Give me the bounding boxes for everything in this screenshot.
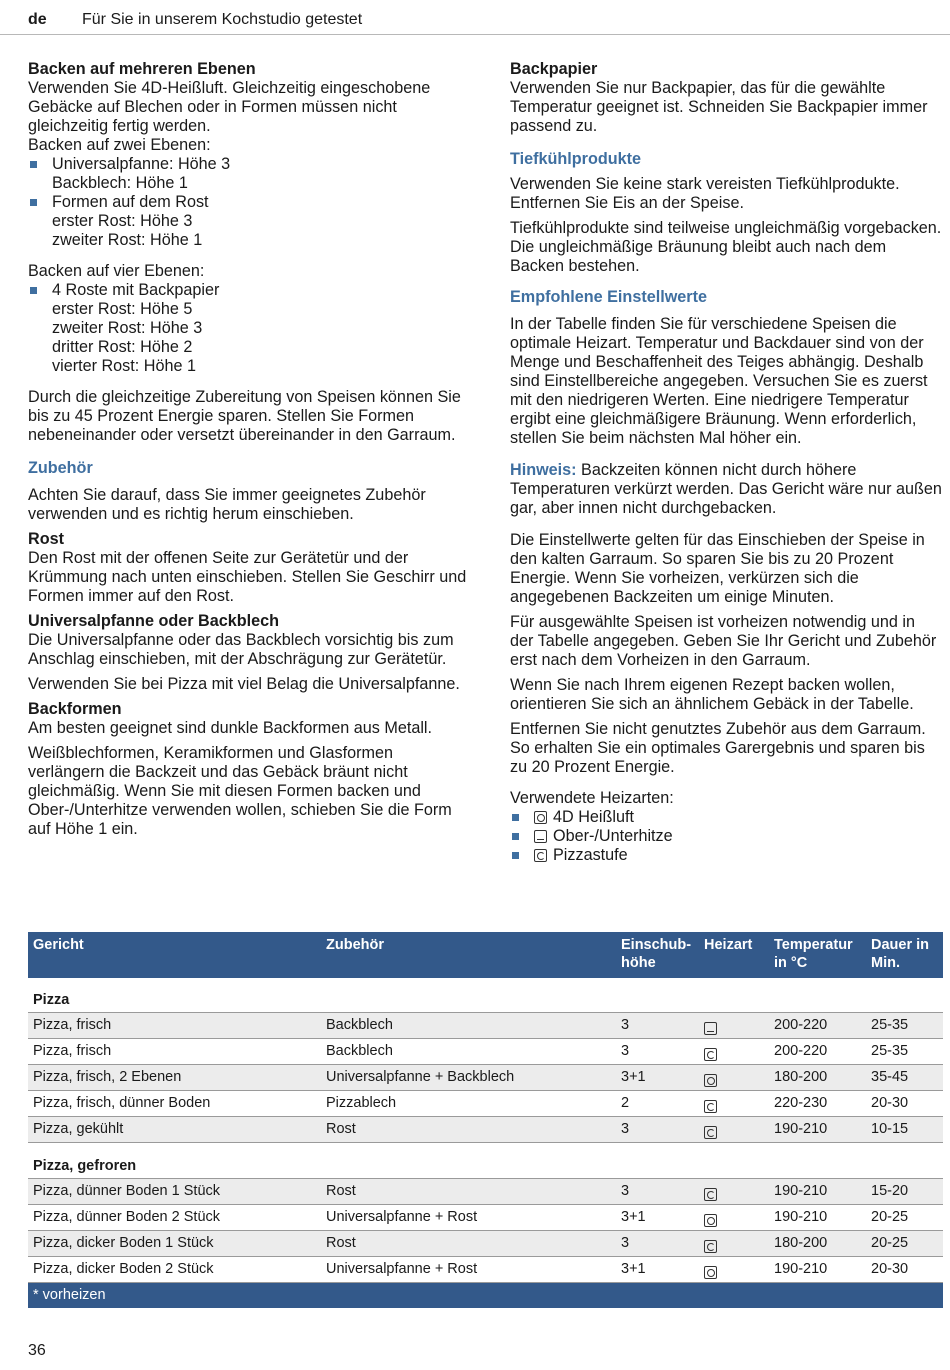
paragraph-rezept: Wenn Sie nach Ihrem eigenen Rezept backen wollen, orientieren Sie sich an ähnlichem Gebäck in der Tabelle. (510, 676, 914, 713)
table-cell: 2 (621, 1095, 630, 1111)
list-item-line: zweiter Rost: Höhe 3 (52, 319, 203, 337)
paragraph-einstell: Die Einstellwerte gelten für das Einschieben der Speise in den kalten Garraum. So sparen Sie bis zu 20 Prozent Energie. Wenn Sie vorheizen, verkürzen sich die angegebenen Backzeiten um einige Minuten. (510, 531, 925, 606)
table-cell: 3 (621, 1183, 630, 1199)
fan-heat-icon (704, 1214, 717, 1227)
vier-ebenen-intro: Backen auf vier Ebenen: (28, 262, 205, 280)
paragraph-weissblech: Weißblechformen, Keramikformen und Glasformen verlängern die Backzeit und das Gebäck bräunt nicht gleichmäßig. Wenn Sie mit diesen Formen backen und Ober-/Unterhitze verwenden wollen, schieben Sie die Form auf Höhe 1 ein. (28, 744, 452, 838)
hint-paragraph (510, 461, 942, 518)
list-item-line: 4 Roste mit Backpapier (52, 281, 220, 299)
table-row (28, 1257, 943, 1283)
fan-heat-icon (704, 1074, 717, 1087)
table-row (28, 1179, 943, 1205)
hint-label: Hinweis: (510, 461, 577, 479)
list-item-line: dritter Rost: Höhe 2 (52, 338, 193, 356)
paragraph-pizza: Verwenden Sie bei Pizza mit viel Belag die Universalpfanne. (28, 675, 460, 693)
table-group-row (28, 978, 943, 1013)
paragraph-backpapier: Verwenden Sie nur Backpapier, das für die gewählte Temperatur geeignet ist. Schneiden Sie Backpapier immer passend zu. (510, 79, 928, 135)
table-cell: 20-30 (871, 1095, 909, 1111)
table-cell: Rost (326, 1235, 356, 1251)
table-group-row (28, 1143, 943, 1179)
table-cell: Pizza, dünner Boden 1 Stück (33, 1183, 221, 1199)
heading-universalpfanne: Universalpfanne oder Backblech (28, 612, 279, 630)
list-item (28, 155, 468, 193)
table-row (28, 1013, 943, 1039)
table-cell: 190-210 (774, 1209, 828, 1225)
table-row (28, 1231, 943, 1257)
heading-rost: Rost (28, 530, 64, 548)
pizza-setting-icon (534, 849, 547, 862)
table-cell: 200-220 (774, 1017, 828, 1033)
left-column (28, 60, 468, 845)
table-cell: Universalpfanne + Backblech (326, 1069, 515, 1085)
table-cell: 220-230 (774, 1095, 828, 1111)
right-column (510, 60, 942, 877)
paragraph-empfohlen: In der Tabelle finden Sie für verschiedene Speisen die optimale Heizart. Temperatur und Backdauer sind von der Menge und Beschaffenheit des Teiges abhängig. Deshalb sind Einstellbereiche angegeben. Versuchen Sie es zuerst mit den niedrigeren Werten. Eine niedrigere Temperatur ergibt eine gleichmäßigere Bräunung. Wenn erforderlich, stellen Sie beim nächsten Mal höher ein. (510, 315, 928, 447)
paragraph-zubehoer: Achten Sie darauf, dass Sie immer geeignetes Zubehör verwenden und es richtig herum einschieben. (28, 486, 426, 523)
table-cell: 25-35 (871, 1043, 909, 1059)
table-cell: 190-210 (774, 1183, 828, 1199)
table-body (28, 978, 943, 1283)
table-cell: Pizza, frisch (33, 1017, 112, 1033)
heizart-label: Ober-/Unterhitze (553, 827, 673, 845)
pizza-setting-icon (704, 1240, 717, 1253)
table-cell: Pizzablech (326, 1095, 397, 1111)
list-item-line: Formen auf dem Rost (52, 193, 209, 211)
vier-ebenen-list (28, 281, 468, 376)
list-item (28, 193, 468, 250)
table-cell: 3 (621, 1121, 630, 1137)
top-bottom-heat-icon (534, 830, 547, 843)
paragraph-energie: Durch die gleichzeitige Zubereitung von Speisen können Sie bis zu 45 Prozent Energie sparen. Stellen Sie Formen nebeneinander oder versetzt übereinander in den Garraum. (28, 388, 461, 444)
heading-backformen: Backformen (28, 700, 122, 718)
table-cell: 190-210 (774, 1121, 828, 1137)
table-cell: Pizza, dünner Boden 2 Stück (33, 1209, 221, 1225)
table-cell: 190-210 (774, 1261, 828, 1277)
heizart-item (510, 827, 942, 846)
zwei-ebenen-intro: Backen auf zwei Ebenen: (28, 136, 211, 154)
page-number: 36 (28, 1342, 46, 1359)
page-header (28, 8, 362, 32)
table-cell: 3+1 (621, 1209, 646, 1225)
table-cell: Universalpfanne + Rost (326, 1209, 478, 1225)
column-header: Zubehör (326, 937, 384, 953)
list-item-line: erster Rost: Höhe 5 (52, 300, 193, 318)
paragraph-entfernen: Entfernen Sie nicht genutztes Zubehör aus dem Garraum. So erhalten Sie ein optimales Garergebnis und sparen bis zu 20 Prozent Energie. (510, 720, 926, 776)
table-cell: Pizza, frisch (33, 1043, 112, 1059)
table-cell: Rost (326, 1121, 356, 1137)
pizza-setting-icon (704, 1048, 717, 1061)
table-row (28, 1039, 943, 1065)
column-header: Einschub- höhe (621, 937, 692, 971)
table-cell: 180-200 (774, 1069, 828, 1085)
table-cell: 180-200 (774, 1235, 828, 1251)
heizart-label: Pizzastufe (553, 846, 628, 864)
footnote: * vorheizen (33, 1287, 106, 1303)
hint-text: Backzeiten können nicht durch höhere Temperaturen verkürzt werden. Das Gericht wäre nur außen gar, aber innen nicht durchgebacken. (510, 461, 942, 517)
paragraph-vorheizen: Für ausgewählte Speisen ist vorheizen notwendig und in der Tabelle angegeben. Geben Sie Ihr Gericht und Zubehör erst nach dem Vorheizen in den Garraum. (510, 613, 937, 669)
list-item-line: vierter Rost: Höhe 1 (52, 357, 196, 375)
table-cell: Rost (326, 1183, 356, 1199)
table-cell: 10-15 (871, 1121, 909, 1137)
language-code: de (28, 11, 47, 28)
table-cell: Pizza, frisch, 2 Ebenen (33, 1069, 182, 1085)
table-cell: Pizza, dicker Boden 1 Stück (33, 1235, 214, 1251)
fan-heat-icon (534, 811, 547, 824)
header-divider (0, 34, 950, 35)
pizza-setting-icon (704, 1100, 717, 1113)
table-cell: 3+1 (621, 1261, 646, 1277)
zwei-ebenen-list (28, 155, 468, 250)
column-header: Heizart (704, 937, 753, 953)
table-cell: 15-20 (871, 1183, 909, 1199)
heizarten-list (510, 808, 942, 865)
table-row (28, 1117, 943, 1143)
list-item (28, 281, 468, 376)
heading-empfohlen: Empfohlene Einstellwerte (510, 288, 707, 306)
table-cell: 20-25 (871, 1209, 909, 1225)
table-cell: 35-45 (871, 1069, 909, 1085)
list-item-line: Backblech: Höhe 1 (52, 174, 188, 192)
paragraph-backformen: Am besten geeignet sind dunkle Backformen aus Metall. (28, 719, 433, 737)
paragraph-ebenen: Verwenden Sie 4D-Heißluft. Gleichzeitig eingeschobene Gebäcke auf Blechen oder in Formen müssen nicht gleichzeitig fertig werden. (28, 79, 431, 135)
table-cell: Pizza, frisch, dünner Boden (33, 1095, 211, 1111)
fan-heat-icon (704, 1266, 717, 1279)
pizza-setting-icon (704, 1126, 717, 1139)
list-item-line: zweiter Rost: Höhe 1 (52, 231, 203, 249)
heading-ebenen: Backen auf mehreren Ebenen (28, 60, 256, 78)
table-row (28, 1205, 943, 1231)
heading-zubehoer: Zubehör (28, 459, 93, 477)
table-cell: 3 (621, 1043, 630, 1059)
list-item-line: Universalpfanne: Höhe 3 (52, 155, 231, 173)
column-header: Temperatur in °C (774, 937, 853, 971)
group-title: Pizza, gefroren (33, 1158, 137, 1174)
column-header: Dauer in Min. (871, 937, 930, 971)
heizart-item (510, 808, 942, 827)
table-cell: 20-25 (871, 1235, 909, 1251)
heading-tiefkuehl: Tiefkühlprodukte (510, 150, 642, 168)
table-cell: 200-220 (774, 1043, 828, 1059)
table-cell: 20-30 (871, 1261, 909, 1277)
table-cell: Backblech (326, 1017, 393, 1033)
header-title: Für Sie in unserem Kochstudio getestet (82, 11, 363, 28)
pizza-setting-icon (704, 1188, 717, 1201)
paragraph-tiefkuehl-2: Tiefkühlprodukte sind teilweise ungleichmäßig vorgebacken. Die ungleichmäßige Bräunung bleibt auch nach dem Backen bestehen. (510, 219, 942, 275)
table-cell: Universalpfanne + Rost (326, 1261, 478, 1277)
table-header (28, 932, 943, 978)
table-cell: 3 (621, 1235, 630, 1251)
table-row (28, 1091, 943, 1117)
heading-backpapier: Backpapier (510, 60, 598, 78)
settings-table (28, 932, 943, 1308)
top-bottom-heat-icon (704, 1022, 717, 1035)
table-cell: Backblech (326, 1043, 393, 1059)
heizarten-intro: Verwendete Heizarten: (510, 789, 674, 807)
paragraph-universalpfanne: Die Universalpfanne oder das Backblech vorsichtig bis zum Anschlag einschieben, mit der Abschrägung zur Gerätetür. (28, 631, 454, 668)
table-footer (28, 1283, 943, 1308)
heizart-label: 4D Heißluft (553, 808, 634, 826)
list-item-line: erster Rost: Höhe 3 (52, 212, 193, 230)
table-cell: 3 (621, 1017, 630, 1033)
group-title: Pizza (33, 992, 70, 1008)
table-cell: 3+1 (621, 1069, 646, 1085)
paragraph-rost: Den Rost mit der offenen Seite zur Gerätetür und der Krümmung nach unten einschieben. Stellen Sie Geschirr und Formen immer auf den Rost. (28, 549, 467, 605)
paragraph-tiefkuehl-1: Verwenden Sie keine stark vereisten Tiefkühlprodukte. Entfernen Sie Eis an der Speise. (510, 175, 900, 212)
table-cell: Pizza, gekühlt (33, 1121, 124, 1137)
column-header: Gericht (33, 937, 84, 953)
table-row (28, 1065, 943, 1091)
table-cell: 25-35 (871, 1017, 909, 1033)
table-cell: Pizza, dicker Boden 2 Stück (33, 1261, 214, 1277)
heizart-item (510, 846, 942, 865)
